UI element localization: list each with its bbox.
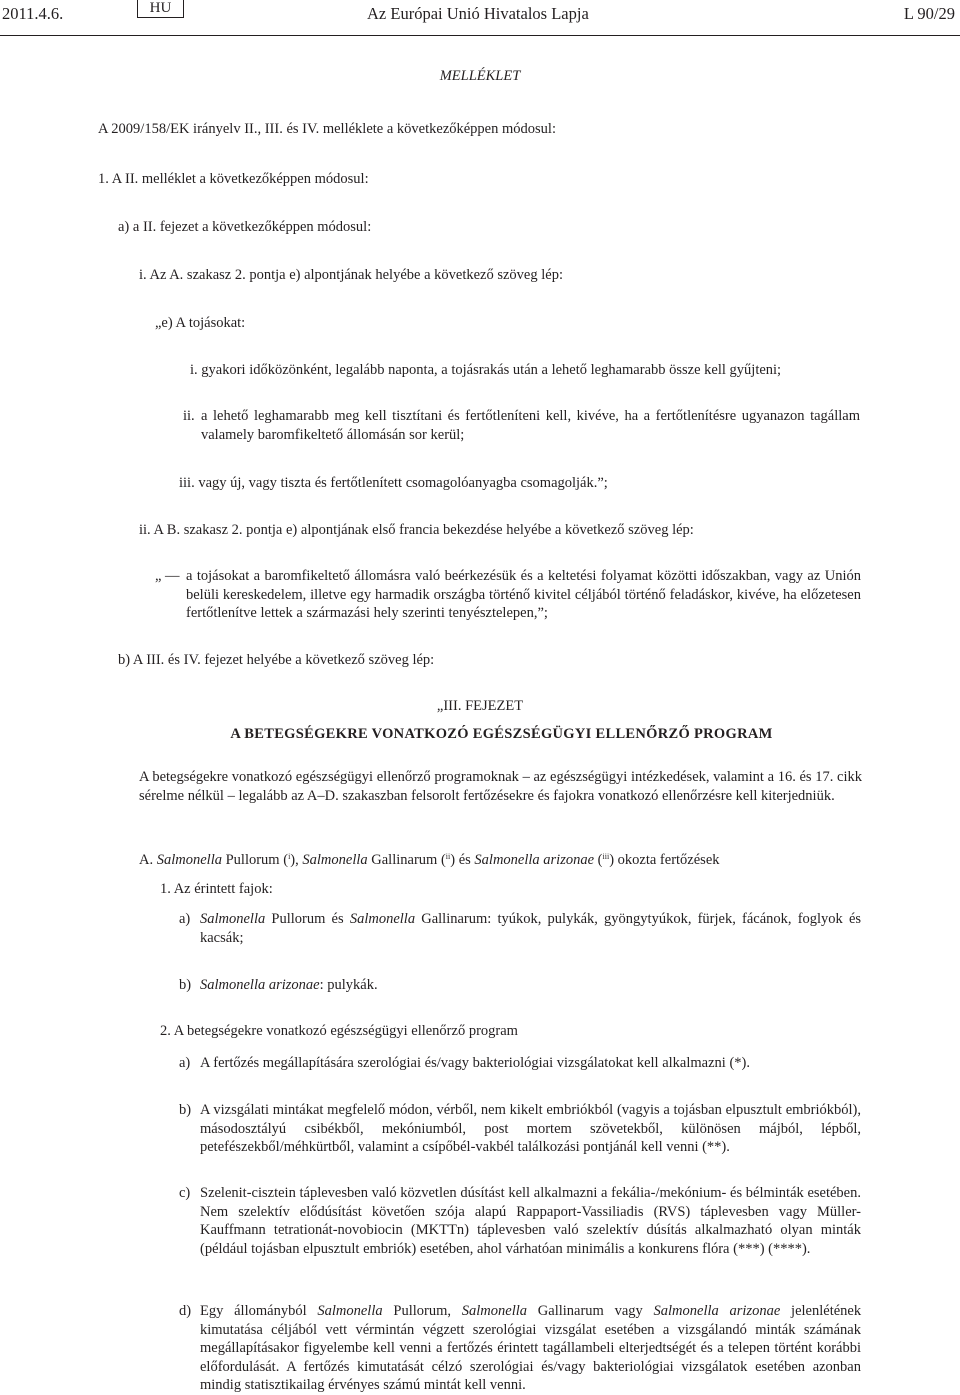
point-1-a: Salmonella Pullorum és Salmonella Gallinarum: tyúkok, pulykák, gyöngytyúkok, fürjek, fácánok, foglyok és kacsák;: [200, 911, 862, 946]
point-2-a-label: a): [179, 1055, 191, 1071]
item-a-i: i. Az A. szakasz 2. pontja e) alpontjának helyébe a következő szöveg lép:: [139, 267, 563, 283]
item-e-ii-number: ii.: [183, 408, 195, 424]
point-1: 1. Az érintett fajok:: [160, 881, 273, 897]
chapter-heading: „III. FEJEZET: [436, 698, 524, 714]
point-2-d: Egy állományból Salmonella Pullorum, Salmonella Gallinarum vagy Salmonella arizonae jelenlétének kimutatása céljából vett vérmintán végzett szerológiai vizsgálat esetében a vizsgálandó minták számának megállapításakor figyelembe kell venni a fertőzés érintett tagállambeli elterjedtségét és a telepen történt korábbi előfordulását. A fertőzés kimutatását célzó szerológiai és/vagy bakteriológiai vizsgálatok esetében azonban mindig statisztikailag érvényes számú mintát kell venni.: [200, 1303, 862, 1393]
point-1-b: Salmonella arizonae: pulykák.: [200, 977, 378, 993]
language-badge: HU: [137, 0, 184, 18]
item-1: 1. A II. melléklet a következőképpen módosul:: [98, 171, 369, 187]
point-1-a-label: a): [179, 911, 191, 927]
program-paragraph: A betegségekre vonatkozó egészségügyi ellenőrző programoknak – az egészségügyi intézkedések, valamint a 16. és 17. cikk sérelme nélkül – legalább az A–D. szakaszban felsorolt fertőzésekre és fajokra vonatkozó ellenőrzésre kell kiterjedniük.: [139, 769, 862, 804]
section-a-heading: A. Salmonella Pullorum ($^i$), Salmonella Gallinarum ($^{ii}$) és Salmonella arizonae ($^{iii}$) okozta fertőzések: [139, 852, 720, 868]
annex-title: MELLÉKLET: [439, 68, 521, 84]
header-rule: [0, 35, 960, 36]
item-e-ii: a lehető leghamarabb meg kell tisztítani és fertőtleníteni kell, kivéve, ha a fertőtlenítésre ugyanazon tagállam valamely baromfikeltető állomásán sor kerül;: [201, 408, 860, 443]
item-e-i: i. gyakori időközönként, legalább naponta, a tojásrakás után a lehető leghamarabb össze kell gyűjteni;: [190, 362, 782, 378]
point-2: 2. A betegségekre vonatkozó egészségügyi ellenőrző program: [160, 1023, 518, 1039]
intro-paragraph: A 2009/158/EK irányelv II., III. és IV. melléklete a következőképpen módosul:: [98, 121, 556, 137]
item-b: b) A III. és IV. fejezet helyébe a következő szöveg lép:: [118, 652, 435, 668]
header-date: 2011.4.6.: [2, 4, 64, 23]
point-2-c-label: c): [179, 1185, 191, 1201]
point-2-a: A fertőzés megállapítására szerológiai és/vagy bakteriológiai vizsgálatokat kell alkalmazni (*).: [200, 1055, 750, 1071]
dash-marker: „ —: [155, 568, 180, 584]
point-1-b-label: b): [179, 977, 192, 993]
point-2-d-label: d): [179, 1303, 192, 1319]
point-2-b: A vizsgálati mintákat megfelelő módon, vérből, nem kikelt embriókból (vagyis a tojásban elpusztult embriókból), másodosztályú csibékből, mekóniumból, post mortem szövetekből, különösen májból, lépből, petefészekből/méhkürtből, valamint a csípőbél-vakbél találkozási pontjánál kell venni (**).: [200, 1102, 861, 1155]
item-a-ii: ii. A B. szakasz 2. pontja e) alpontjának első francia bekezdése helyébe a következő szöveg lép:: [139, 522, 694, 538]
item-e: „e) A tojásokat:: [155, 315, 246, 331]
journal-title: Az Európai Unió Hivatalos Lapja: [367, 4, 589, 23]
item-a: a) a II. fejezet a következőképpen módosul:: [118, 219, 372, 235]
dash-paragraph: a tojásokat a baromfikeltető állomásra való beérkezésük és a keltetési folyamat közötti időszakban, vagy az Unión belüli kereskedelem, illetve egy harmadik országba történő kivitel céljából történő feladáskor, kivéve, ha előzetesen fertőtlenítve lettek a származási hely szerinti tenyésztelepen,”;: [186, 568, 861, 621]
point-2-c: Szelenit-cisztein táplevesben való közvetlen dúsítást kell alkalmazni a fekália-/mekónium- és bélminták esetében. Nem szelektív elődúsítást követően szója alapú Rappaport-Vassiliadis (RVS) táplevesben vagy Müller-Kauffmann tetrationát-novobiocin (MKTTn) táplevesben való szelektív dúsítás alkalmazható olyan minták (például tojásban elpusztult embriók) esetében, ahol várhatóan minimális a konkurens flóra (***) (****).: [200, 1185, 861, 1257]
point-2-b-label: b): [179, 1102, 192, 1118]
page-reference: L 90/29: [903, 4, 955, 23]
chapter-title: A BETEGSÉGEKRE VONATKOZÓ EGÉSZSÉGÜGYI ELLENŐRZŐ PROGRAM: [230, 726, 773, 742]
item-e-iii: iii. vagy új, vagy tiszta és fertőtlenített csomagolóanyagba csomagolják.”;: [179, 475, 608, 491]
